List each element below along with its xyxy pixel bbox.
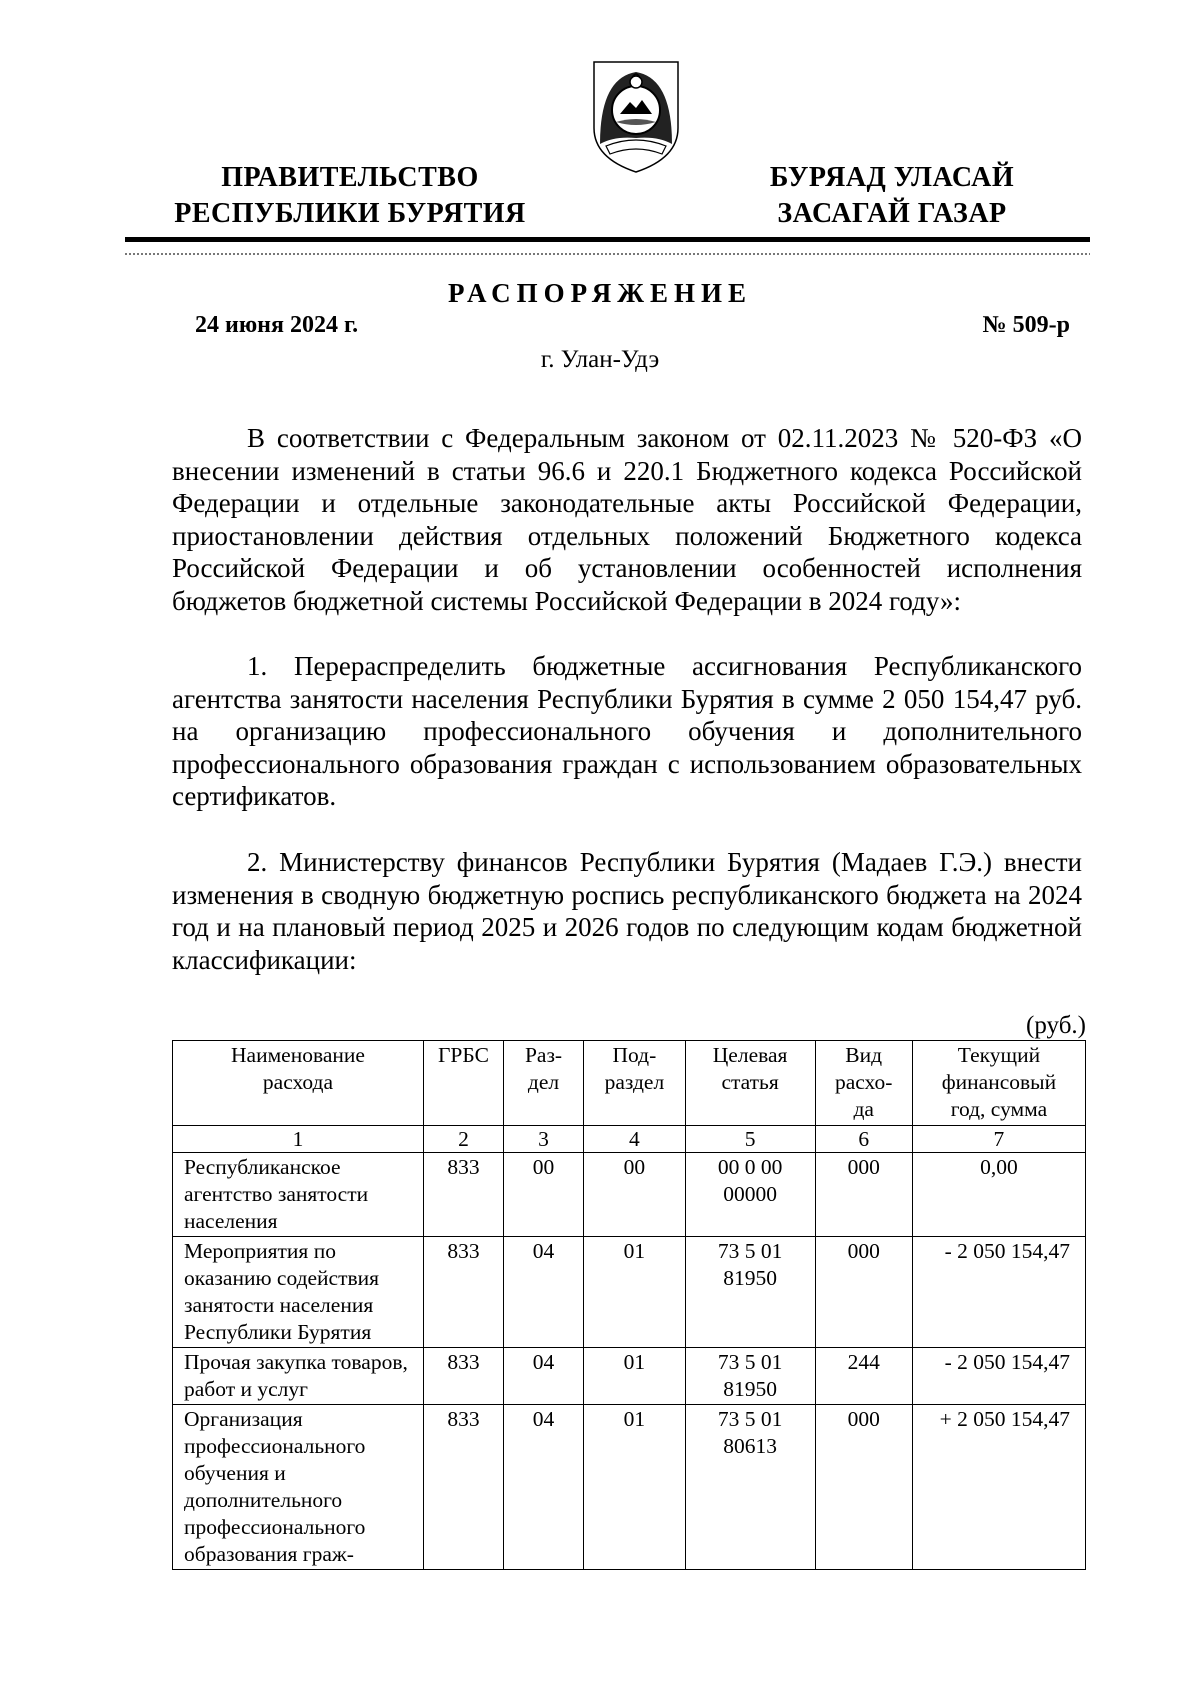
cell-tselevaya: 00 0 00 00000 bbox=[685, 1153, 815, 1237]
header-grbs: ГРБС bbox=[423, 1041, 503, 1126]
clause-2-paragraph: 2. Министерству финансов Республики Бурятия (Мадаев Г.Э.) внести изменения в сводную бюджетную роспись республиканского бюджета на 2024 год и на плановый период 2025 и 2026 годов по следующим кодам бюджетной классификации: bbox=[172, 847, 1082, 975]
cell-name: Мероприятия по оказанию содействия занятости населения Республики Бурятия bbox=[173, 1237, 424, 1348]
cell-vid: 244 bbox=[815, 1348, 912, 1405]
clause-1-paragraph: 1. Перераспределить бюджетные ассигнования Республиканского агентства занятости населения Республики Бурятия в сумме 2 050 154,47 руб. на организацию профессионального обучения и дополнительного профессионального образования граждан с использованием образовательных сертификатов. bbox=[172, 651, 1082, 811]
table-row bbox=[173, 1237, 1086, 1348]
cell-summa: - 2 050 154,47 bbox=[912, 1348, 1085, 1405]
header-divider-thick bbox=[125, 237, 1090, 242]
header-podrazdel: Под- раздел bbox=[584, 1041, 686, 1126]
header-divider-dotted bbox=[125, 253, 1090, 255]
budget-table bbox=[172, 1040, 1086, 1570]
cell-razdel: 04 bbox=[504, 1405, 584, 1570]
cell-razdel: 04 bbox=[504, 1237, 584, 1348]
cell-razdel: 04 bbox=[504, 1348, 584, 1405]
cell-summa: - 2 050 154,47 bbox=[912, 1237, 1085, 1348]
column-number: 6 bbox=[815, 1126, 912, 1153]
cell-tselevaya: 73 5 01 81950 bbox=[685, 1237, 815, 1348]
cell-podrazdel: 01 bbox=[584, 1237, 686, 1348]
cell-podrazdel: 01 bbox=[584, 1348, 686, 1405]
table-unit-label: (руб.) bbox=[1026, 1012, 1086, 1039]
cell-vid: 000 bbox=[815, 1405, 912, 1570]
header-vid: Вид расхо- да bbox=[815, 1041, 912, 1126]
column-number: 2 bbox=[423, 1126, 503, 1153]
column-number: 5 bbox=[685, 1126, 815, 1153]
cell-vid: 000 bbox=[815, 1237, 912, 1348]
column-number: 1 bbox=[173, 1126, 424, 1153]
issuer-buryat-line-1: БУРЯАД УЛАСАЙ bbox=[769, 162, 1015, 193]
column-number: 4 bbox=[584, 1126, 686, 1153]
issuer-name-buryat bbox=[742, 160, 1042, 232]
issuer-name-russian bbox=[150, 160, 550, 232]
cell-vid: 000 bbox=[815, 1153, 912, 1237]
column-number: 7 bbox=[912, 1126, 1085, 1153]
cell-name: Организация профессионального обучения и дополнительного профессионального образования граж- bbox=[173, 1405, 424, 1570]
table-row bbox=[173, 1153, 1086, 1237]
cell-name: Республиканское агентство занятости населения bbox=[173, 1153, 424, 1237]
issuer-buryat-line-2: ЗАСАГАЙ ГАЗАР bbox=[777, 198, 1007, 229]
header-name: Наименование расхода bbox=[173, 1041, 424, 1126]
order-number: № 509-р bbox=[982, 312, 1070, 338]
issuer-line-2: РЕСПУБЛИКИ БУРЯТИЯ bbox=[174, 198, 526, 229]
table-row bbox=[173, 1348, 1086, 1405]
document-title: РАСПОРЯЖЕНИЕ bbox=[447, 278, 753, 308]
preamble-paragraph: В соответствии с Федеральным законом от 02.11.2023 № 520-ФЗ «О внесении изменений в статьи 96.6 и 220.1 Бюджетного кодекса Российской Федерации и отдельные законодательные акты Российской Федерации, приостановлении действия отдельных положений Бюджетного кодекса Российской Федерации и об установлении особенностей исполнения бюджетов бюджетной системы Российской Федерации в 2024 году»: bbox=[172, 423, 1082, 616]
cell-grbs: 833 bbox=[423, 1348, 503, 1405]
issuer-line-1: ПРАВИТЕЛЬСТВО bbox=[221, 162, 479, 193]
cell-podrazdel: 01 bbox=[584, 1405, 686, 1570]
cell-name: Прочая закупка товаров, работ и услуг bbox=[173, 1348, 424, 1405]
table-header-row bbox=[173, 1041, 1086, 1126]
cell-tselevaya: 73 5 01 80613 bbox=[685, 1405, 815, 1570]
header-tselevaya: Целевая статья bbox=[685, 1041, 815, 1126]
order-city: г. Улан-Удэ bbox=[540, 346, 660, 373]
header-summa: Текущий финансовый год, сумма bbox=[912, 1041, 1085, 1126]
column-number-row bbox=[173, 1126, 1086, 1153]
column-number: 3 bbox=[504, 1126, 584, 1153]
cell-tselevaya: 73 5 01 81950 bbox=[685, 1348, 815, 1405]
cell-summa: + 2 050 154,47 bbox=[912, 1405, 1085, 1570]
coat-of-arms-emblem bbox=[590, 58, 682, 176]
cell-grbs: 833 bbox=[423, 1237, 503, 1348]
cell-grbs: 833 bbox=[423, 1405, 503, 1570]
table-row bbox=[173, 1405, 1086, 1570]
order-date: 24 июня 2024 г. bbox=[195, 312, 359, 338]
header-razdel: Раз- дел bbox=[504, 1041, 584, 1126]
cell-podrazdel: 00 bbox=[584, 1153, 686, 1237]
cell-razdel: 00 bbox=[504, 1153, 584, 1237]
cell-grbs: 833 bbox=[423, 1153, 503, 1237]
cell-summa: 0,00 bbox=[912, 1153, 1085, 1237]
